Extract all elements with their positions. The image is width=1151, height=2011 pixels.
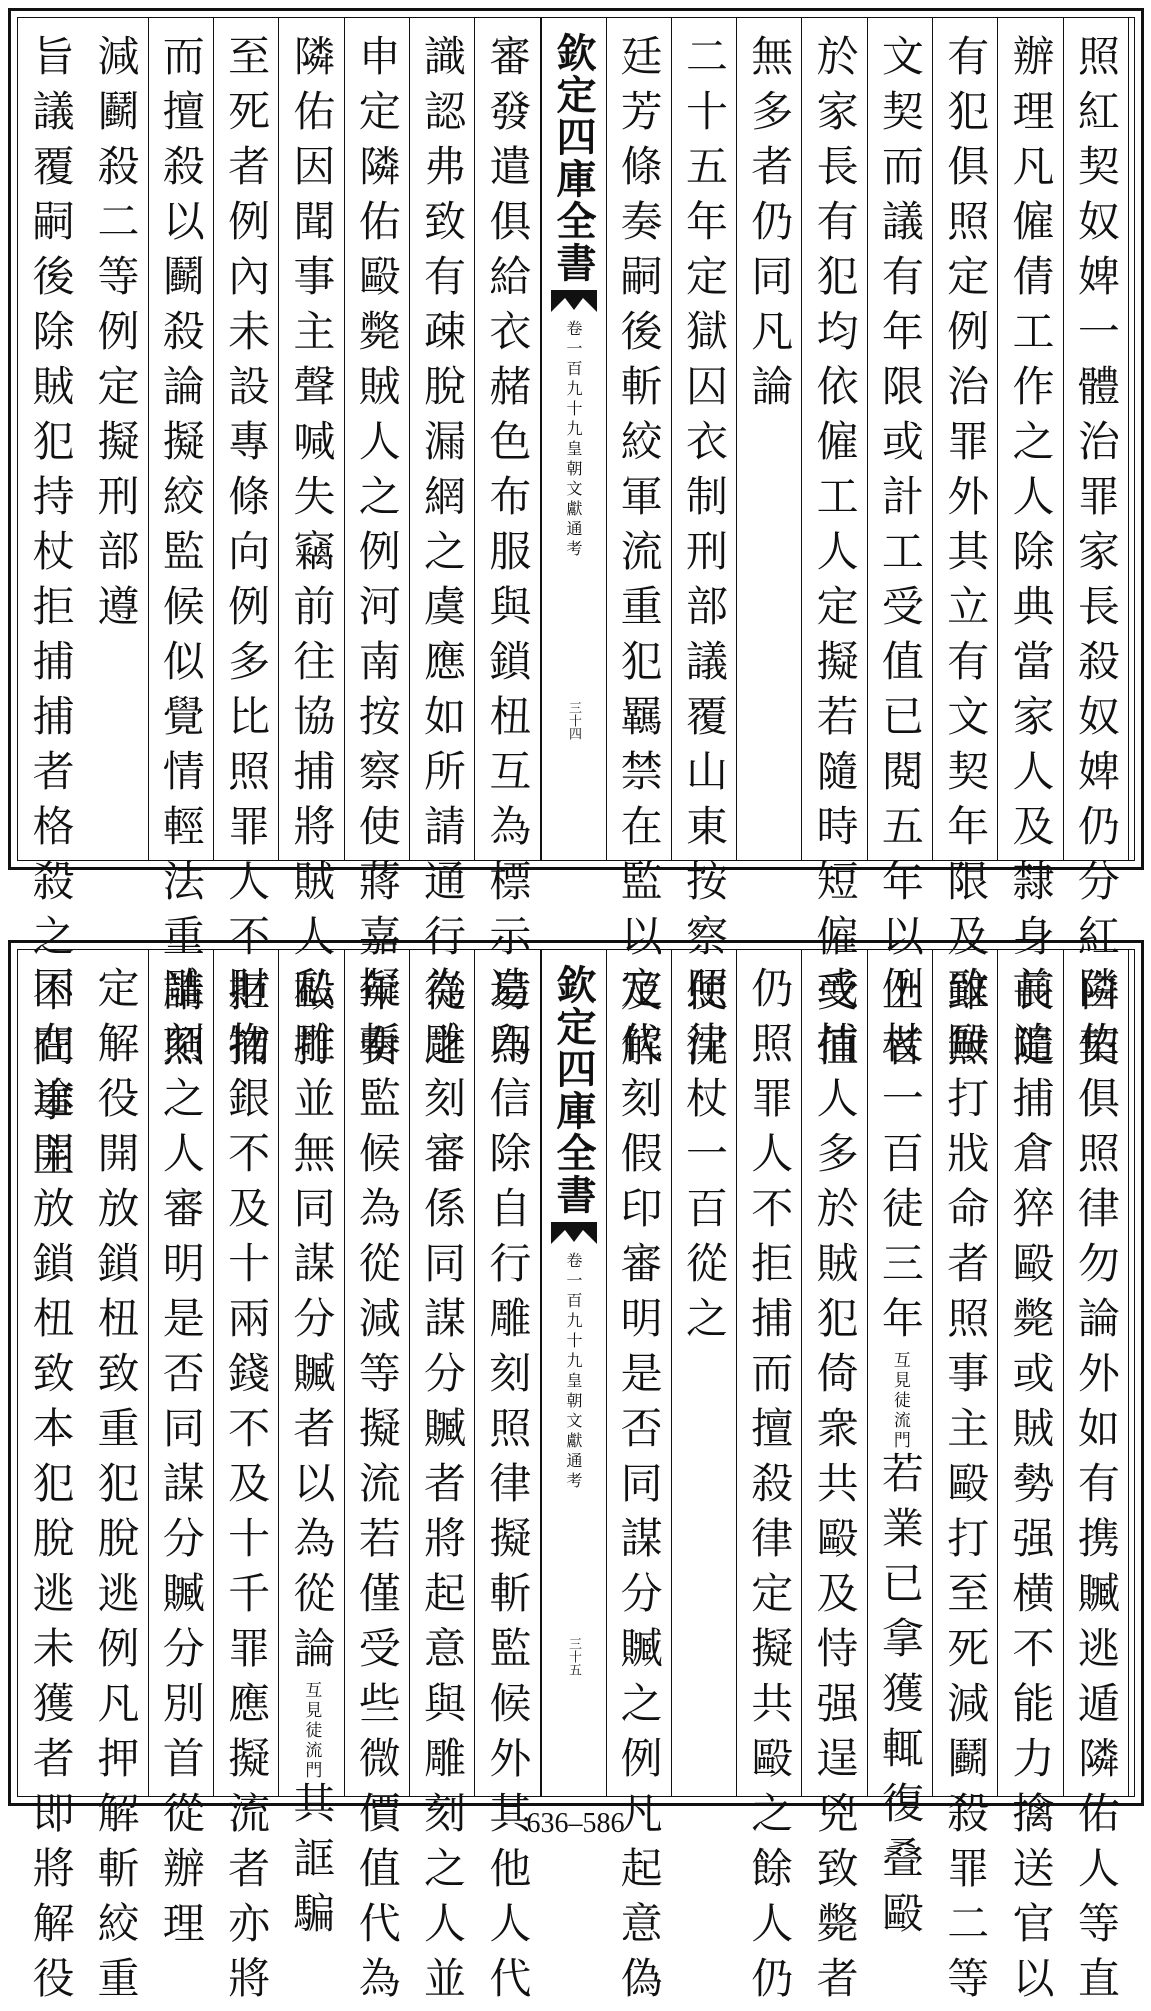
top-page-column — [802, 18, 867, 1079]
top-page-column — [1064, 18, 1129, 1079]
main-text: 若業已拿獲輒復叠毆 — [875, 1451, 925, 1946]
main-text: 例杖一百徒三年 — [875, 966, 925, 1351]
fish-tail-mark-icon — [551, 1222, 597, 1244]
text-column: 隣佑俱照律勿論外如有携贓逃遁隣佑人等直 — [1071, 966, 1121, 2011]
text-column: 申定隣佑毆斃賊人之例河南按察使蔣嘉年奏 — [352, 34, 402, 1079]
main-text: 其誆騙 — [287, 1781, 337, 1946]
text-column: 因在途開放鎖杻致本犯脫逃未獲者即將解役 — [26, 966, 76, 2011]
text-column: 而擅殺以鬬殺論擬絞監候似覺情輕法重請照 — [156, 34, 206, 1079]
bottom-page-column — [868, 950, 933, 1946]
top-page-column — [475, 18, 540, 1079]
text-column: 識認弗致有疎脫漏網之虞應如所請通行從之 — [418, 34, 468, 1079]
top-page-column — [607, 18, 672, 1079]
text-column: 審發遣俱給衣赭色布服與鎖杻互為標示易為 — [483, 34, 533, 1079]
text-column: 旨議覆嗣後除賊犯持杖拒捕捕者格殺之不問事主 — [26, 34, 76, 1189]
leaf-number: 三十五 — [566, 1637, 581, 1676]
text-column: 二十五年定獄囚衣制刑部議覆山東按察使沈 — [679, 34, 729, 1079]
text-column: 減鬬殺二等例定擬刑部遵 — [91, 34, 141, 639]
top-page-column — [998, 18, 1063, 1079]
page-number-footer: 636–586 — [526, 1808, 625, 1839]
subtitle-work: 皇朝文獻通考 — [564, 1372, 583, 1492]
bottom-page-column — [149, 950, 214, 1956]
center-fold-column — [541, 18, 607, 860]
top-page-column — [410, 18, 475, 1079]
center-fold-column — [541, 950, 607, 1796]
leaf-number: 三十四 — [566, 701, 581, 740]
bottom-page-column — [345, 950, 410, 2011]
text-column: 為雕刻審係同謀分贓者將起意與雕刻之人並 — [418, 966, 468, 2011]
bottom-page-column — [933, 950, 998, 2011]
text-column: 於家長有犯均依僱工人定擬若隨時短僱受值 — [810, 34, 860, 1079]
text-column: 有犯俱照定例治罪外其立有文契年限及雖無 — [941, 34, 991, 1079]
top-page-column — [737, 18, 802, 860]
text-column: 廷芳條奏嗣後斬絞軍流重犯羈禁在監以及解 — [614, 34, 664, 1079]
main-text: 私雕並無同謀分贓者以為從論 — [287, 966, 337, 1681]
text-column: 雕刻之人審明是否同謀分贓分別首從辦理 — [156, 966, 206, 1956]
bottom-page-column — [214, 950, 279, 2011]
book-title: 欽定四庫全書 — [550, 964, 597, 1216]
bottom-page-column — [83, 950, 148, 2011]
bottom-page-column — [279, 950, 344, 1946]
text-column: 照紅契奴婢一體治罪家長殺奴婢仍分紅白契 — [1071, 34, 1121, 1079]
book-subtitle — [562, 1252, 585, 1492]
subtitle-volume: 卷一百九十九 — [564, 320, 583, 440]
top-page-column — [672, 18, 737, 1079]
top-page-column — [83, 18, 148, 860]
subtitle-volume: 卷一百九十九 — [564, 1252, 583, 1372]
text-column: 造印信除自行雕刻照律擬斬監候外其他人代 — [483, 966, 533, 2011]
text-column: 文契而議有年限或計工受值已閱五年以上者 — [875, 34, 925, 1079]
text-column-with-note — [875, 950, 925, 1946]
bottom-page-column — [475, 950, 540, 2011]
top-page-column — [868, 18, 933, 1079]
book-subtitle — [562, 320, 585, 560]
interlinear-note: 互見徒流門 — [889, 1351, 910, 1451]
bottom-page-column — [737, 950, 802, 2011]
top-page-column — [345, 18, 410, 1079]
text-column: 無多者仍同凡論 — [745, 34, 795, 419]
text-column: 前追捕倉猝毆斃或賊勢强横不能力擒送官以 — [1006, 966, 1056, 2011]
text-column: 財物銀不及十兩錢不及十千罪應擬流者亦將 — [222, 966, 272, 2011]
text-column: 照律杖一百從之 — [679, 966, 729, 1351]
bottom-page-column — [998, 950, 1063, 2011]
interlinear-note: 互見徒流門 — [301, 1681, 322, 1781]
top-page-column — [18, 18, 83, 1189]
text-column: 仍照罪人不拒捕而擅殺律定擬共毆之餘人仍 — [745, 966, 795, 2011]
text-column: 擬斬監候為從減等擬流若僅受些微價值代為 — [352, 966, 402, 2011]
text-column: 辦理凡僱倩工作之人除典當家人及隸身長隨 — [1006, 34, 1056, 1079]
bottom-page-column — [1064, 950, 1129, 2011]
book-title: 欽定四庫全書 — [550, 32, 597, 284]
text-column-with-note — [287, 950, 337, 1946]
bottom-page-column — [410, 950, 475, 2011]
bottom-page-column — [672, 950, 737, 1796]
text-column: 或捕人多於賊犯倚衆共毆及恃强逞兇致斃者 — [810, 966, 860, 2011]
top-page-column — [933, 18, 998, 1079]
text-column: 致毆打戕命者照事主毆打至死減鬬殺罪二等 — [941, 966, 991, 2011]
text-column: 定解役開放鎖杻致重犯脫逃例凡押解斬絞重 — [91, 966, 141, 2011]
bottom-page-column — [18, 950, 83, 2011]
top-page-column — [214, 18, 279, 1079]
text-column: 隣佑因聞事主聲喊失竊前往協捕將賊人毆打 — [287, 34, 337, 1079]
text-column: 至死者例內未設專條向例多比照罪人不拒捕 — [222, 34, 272, 1079]
top-page-column — [279, 18, 344, 1079]
bottom-page-column — [802, 950, 867, 2011]
text-column: 定代刻假印審明是否同謀分贓之例凡起意偽 — [614, 966, 664, 2011]
bottom-page-column — [607, 950, 672, 2011]
fish-tail-mark-icon — [551, 290, 597, 312]
top-page-column — [149, 18, 214, 1079]
subtitle-work: 皇朝文獻通考 — [564, 440, 583, 560]
